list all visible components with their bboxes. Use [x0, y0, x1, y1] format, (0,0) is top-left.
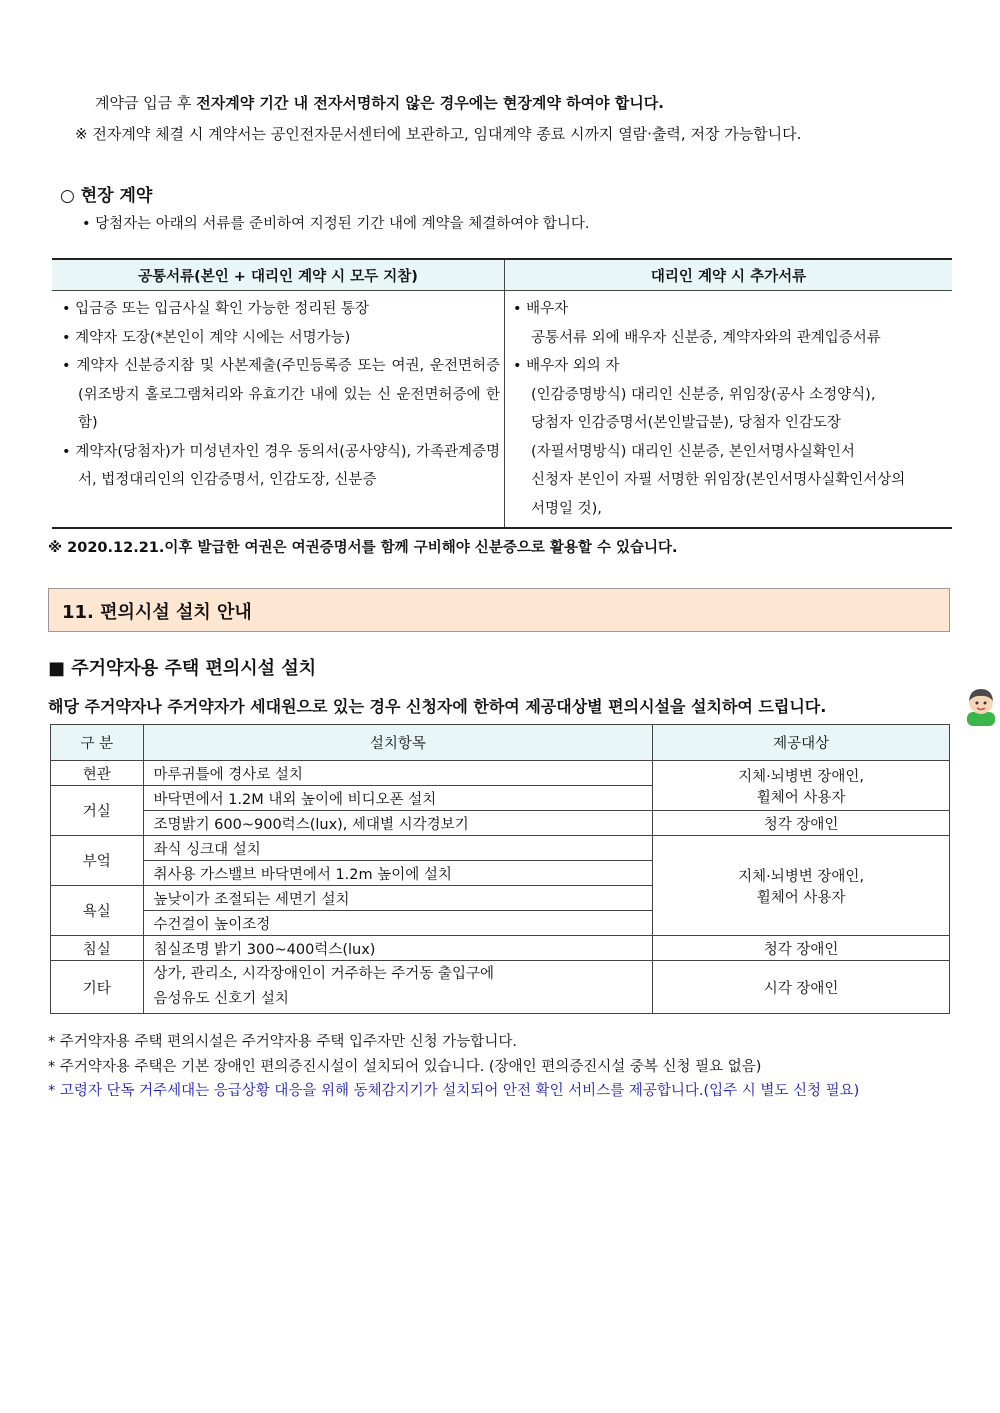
common-doc-item: • 입금증 또는 입금사실 확인 가능한 정리된 통장 [62, 301, 369, 317]
e-contract-note: ※ 전자계약 체결 시 계약서는 공인전자문서센터에 보관하고, 임대계약 종료 시까지 열람·출력, 저장 가능합니다. [75, 125, 802, 143]
item-cell: 수건걸이 높이조정 [143, 911, 653, 936]
agent-spouse-desc: 공통서류 외에 배우자 신분증, 계약자와의 관계입증서류 [531, 329, 881, 346]
table-row [51, 836, 950, 861]
footnote: * 주거약자용 주택 편의시설은 주거약자용 주택 입주자만 신청 가능합니다. [48, 1034, 517, 1050]
common-doc-item: • 계약자 신분증지참 및 사본제출(주민등록증 또는 여권, 운전면허증(위조방지 홀로그램처리와 유효기간 내에 있는 신 운전면허증에 한함) [62, 358, 500, 431]
item-cell: 바닥면에서 1.2M 내외 높이에 비디오폰 설치 [143, 786, 653, 811]
agent-other-line: 신청자 본인이 자필 서명한 위임장(본인서명사실확인서상의 [531, 472, 906, 488]
onsite-heading: ○ 현장 계약 [60, 186, 153, 206]
footnote-highlight: * 고령자 단독 거주세대는 응급상황 대응을 위해 동체감지기가 설치되어 안전 확인 서비스를 제공합니다.(입주 시 별도 신청 필요) [48, 1083, 860, 1099]
contract-notice-text: 계약금 입금 후 [95, 94, 197, 112]
facility-description: 해당 주거약자나 주거약자가 세대원으로 있는 경우 신청자에 한하여 제공대상별 편의시설을 설치하여 드립니다. [48, 697, 827, 716]
agent-other-title: • 배우자 외의 자 [513, 358, 620, 374]
item-cell: 침실조명 밝기 300~400럭스(lux) [143, 936, 653, 961]
section-title: 11. 편의시설 설치 안내 [62, 602, 252, 623]
target-cell [653, 836, 950, 936]
docs-header-agent: 대리인 계약 시 추가서류 [505, 259, 953, 291]
documents-table [52, 258, 952, 529]
category-cell: 욕실 [51, 886, 144, 936]
category-cell: 침실 [51, 936, 144, 961]
table-row [51, 936, 950, 961]
item-line: 상가, 관리소, 시각장애인이 거주하는 주거동 출입구에 [153, 966, 494, 982]
item-line: 음성유도 신호기 설치 [153, 991, 289, 1007]
item-cell: 조명밝기 600~900럭스(lux), 세대별 시각경보기 [143, 811, 653, 836]
agent-other-line: (자필서명방식) 대리인 신분증, 본인서명사실확인서 [531, 443, 855, 460]
category-cell: 거실 [51, 786, 144, 836]
agent-other-line: 당첨자 인감증명서(본인발급분), 당첨자 인감도장 [531, 415, 841, 431]
docs-header-common: 공통서류(본인 + 대리인 계약 시 모두 지참) [52, 259, 505, 291]
common-doc-item: • 계약자(당첨자)가 미성년자인 경우 동의서(공사양식), 가족관계증명서, 법정대리인의 인감증명서, 인감도장, 신분증 [62, 443, 500, 488]
footnote: * 주거약자용 주택은 기본 장애인 편의증진시설이 설치되어 있습니다. (장애인 편의증진시설 중복 신청 필요 없음) [48, 1059, 762, 1075]
item-cell: 마루귀틀에 경사로 설치 [143, 761, 653, 786]
agent-docs-cell [505, 291, 953, 529]
facility-header-category: 구 분 [51, 725, 144, 761]
item-cell: 좌식 싱크대 설치 [143, 836, 653, 861]
item-cell: 취사용 가스밸브 바닥면에서 1.2m 높이에 설치 [143, 861, 653, 886]
contract-notice [95, 92, 664, 113]
target-cell: 시각 장애인 [653, 961, 950, 1014]
item-cell: 높낮이가 조절되는 세면기 설치 [143, 886, 653, 911]
agent-other-line: (인감증명방식) 대리인 신분증, 위임장(공사 소정양식), [531, 386, 876, 403]
category-cell: 기타 [51, 961, 144, 1014]
passport-note: ※ 2020.12.21.이후 발급한 여권은 여권증명서를 함께 구비해야 신분증으로 활용할 수 있습니다. [48, 540, 678, 556]
target-cell: 청각 장애인 [653, 811, 950, 836]
category-cell: 부엌 [51, 836, 144, 886]
facility-header-item: 설치항목 [143, 725, 653, 761]
contract-notice-bold: 전자계약 기간 내 전자서명하지 않은 경우에는 현장계약 하여야 합니다. [196, 94, 664, 112]
agent-other-line: 서명일 것), [531, 500, 602, 517]
category-cell: 현관 [51, 761, 144, 786]
target-cell [653, 761, 950, 811]
facility-table [50, 724, 950, 1014]
target-cell: 청각 장애인 [653, 936, 950, 961]
onsite-description: • 당첨자는 아래의 서류를 준비하여 지정된 기간 내에 계약을 체결하여야 합니다. [82, 216, 590, 232]
facility-heading: ■ 주거약자용 주택 편의시설 설치 [48, 658, 317, 679]
common-docs-cell [52, 291, 505, 529]
table-row [51, 761, 950, 786]
target-line: 지체·뇌병변 장애인, [738, 868, 865, 885]
agent-spouse-title: • 배우자 [513, 301, 569, 317]
facility-header-target: 제공대상 [653, 725, 950, 761]
table-row [51, 811, 950, 836]
target-line: 지체·뇌병변 장애인, [738, 768, 865, 785]
common-doc-item: • 계약자 도장(*본인이 계약 시에는 서명가능) [62, 329, 351, 346]
avatar-icon[interactable] [964, 686, 998, 726]
item-cell [143, 961, 653, 1014]
table-row [51, 961, 950, 1014]
target-line: 휠체어 사용자 [756, 789, 846, 806]
target-line: 휠체어 사용자 [756, 889, 846, 906]
